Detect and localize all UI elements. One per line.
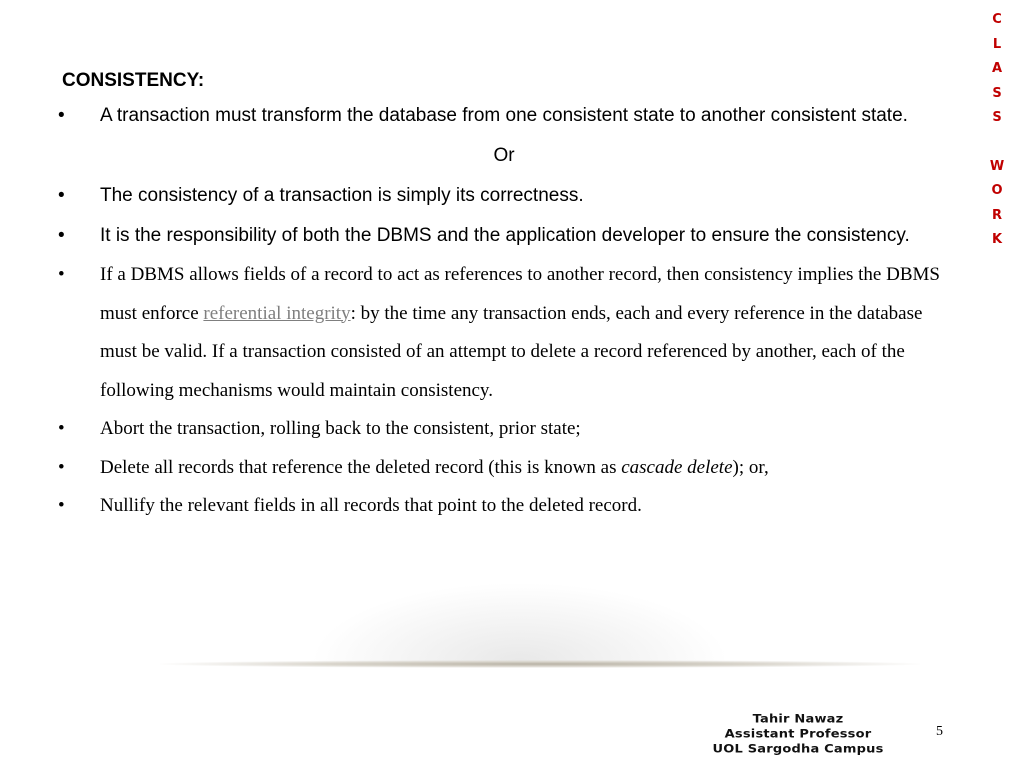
author-position: Assistant Professor bbox=[724, 727, 872, 742]
side-letter: L bbox=[992, 36, 1002, 52]
side-letter: R bbox=[991, 207, 1002, 223]
bullet-text: Nullify the relevant fields in all records that point to the deleted record. bbox=[100, 495, 642, 516]
bullet-symbol: • bbox=[58, 185, 65, 206]
bullet-text bbox=[100, 457, 769, 478]
author-campus: UOL Sargodha Campus bbox=[712, 742, 884, 757]
side-label-gap bbox=[987, 131, 1007, 155]
bullet-symbol: • bbox=[58, 418, 65, 439]
separator-glow bbox=[310, 582, 730, 662]
bullet-symbol: • bbox=[58, 264, 65, 285]
side-letter: W bbox=[989, 158, 1005, 174]
or-separator: Or bbox=[493, 145, 515, 166]
referential-integrity-link[interactable]: referential integrity bbox=[203, 302, 351, 324]
cascade-delete-term: cascade delete bbox=[621, 456, 733, 478]
bullet-text-part: If a DBMS allows fields of a record to act as references to another record, then consistency implies the DBMS must enforce bbox=[100, 264, 940, 324]
bullet-item bbox=[58, 256, 958, 410]
bullet-text: Abort the transaction, rolling back to the consistent, prior state; bbox=[100, 418, 581, 439]
bullet-item bbox=[58, 216, 958, 256]
bullet-item bbox=[58, 487, 958, 526]
bullet-symbol: • bbox=[58, 105, 65, 126]
bullet-symbol: • bbox=[58, 456, 65, 478]
bullet-text-part: Delete all records that reference the deleted record (this is known as bbox=[100, 456, 622, 478]
bullet-text bbox=[100, 264, 940, 401]
bullet-symbol: • bbox=[58, 495, 65, 516]
bullet-item bbox=[58, 410, 958, 449]
bullet-symbol: • bbox=[58, 225, 65, 246]
bullet-text: It is the responsibility of both the DBMS and the application developer to ensure the consistency. bbox=[100, 225, 910, 246]
side-letter: S bbox=[992, 110, 1002, 125]
bullet-item bbox=[58, 449, 958, 488]
page-number: 5 bbox=[936, 724, 943, 739]
slide-title: CONSISTENCY: bbox=[62, 70, 205, 91]
side-letter: K bbox=[991, 232, 1003, 247]
author-signature bbox=[678, 712, 918, 757]
slide-content bbox=[58, 96, 958, 526]
side-letter: A bbox=[991, 61, 1003, 76]
class-work-vertical-label bbox=[987, 8, 1007, 253]
author-name: Tahir Nawaz bbox=[752, 712, 844, 727]
bullet-item bbox=[58, 96, 958, 136]
side-letter: C bbox=[992, 12, 1002, 27]
bullet-text: The consistency of a transaction is simply its correctness. bbox=[100, 185, 584, 206]
footer-separator bbox=[160, 660, 920, 668]
bullet-item bbox=[58, 176, 958, 216]
bullet-text-part: ); or, bbox=[732, 456, 769, 478]
side-letter: O bbox=[991, 183, 1003, 198]
bullet-text: A transaction must transform the database from one consistent state to another consistent state. bbox=[100, 105, 908, 126]
side-letter: S bbox=[992, 85, 1002, 101]
bullet-text-part: : by the time any transaction ends, each and every reference in the database must be valid. If a transaction consisted of an attempt to delete a record referenced by another, each of the following mechanisms would maintain consistency. bbox=[100, 302, 923, 401]
